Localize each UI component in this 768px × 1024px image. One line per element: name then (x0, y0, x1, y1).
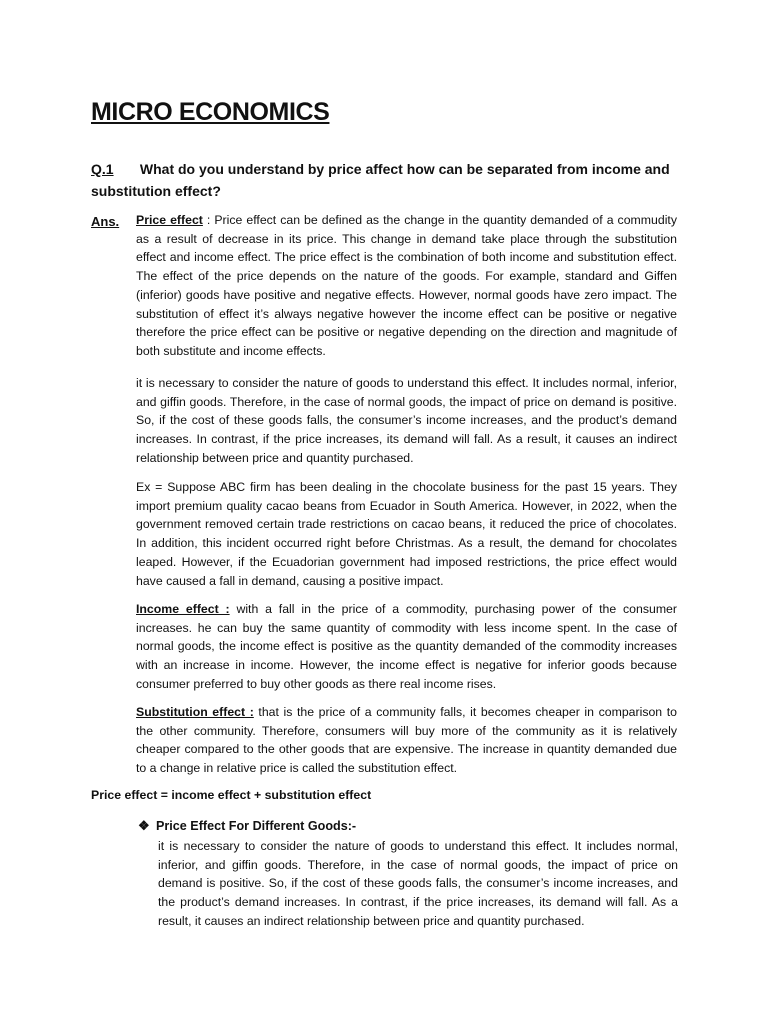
diamond-bullet-icon: ❖ (138, 818, 150, 833)
substitution-effect-paragraph (136, 703, 677, 778)
page-title: MICRO ECONOMICS (91, 98, 330, 126)
substitution-effect-heading: Substitution effect : (136, 705, 254, 719)
question-text: What do you understand by price affect how can be separated from income and substitution effect? (91, 161, 670, 199)
nature-of-goods-paragraph: it is necessary to consider the nature of goods to understand this effect. It includes normal, inferior, and giffin goods. Therefore, in the case of normal goods, the impact of price on demand is positive. So, if the cost of these goods falls, the consumer’s income increases, and the product’s demand increases. In contrast, if the price increases, its demand will fall. As a result, it causes an indirect relationship between price and quantity purchased. (136, 376, 677, 465)
substitution-effect-text: that is the price of a community falls, it becomes cheaper in comparison to the other community. Therefore, consumers will buy more of the community as it is relatively cheaper compared to the other goods that are expensive. The increase in quantity demanded due to a change in relative price is called the substitution effect. (136, 705, 677, 776)
income-effect-paragraph (136, 600, 677, 694)
price-effect-heading: Price effect (136, 213, 203, 227)
income-effect-text: with a fall in the price of a commodity, purchasing power of the consumer increases. he can buy the same quantity of commodity with less income spent. In the case of normal goods, the income effect is positive as the quantity demanded of the commodity increases with an increase in income. However, the income effect is negative for inferior goods because consumer preferred to buy other goods as there real income rises. (136, 602, 677, 691)
bullet-paragraph: it is necessary to consider the nature of goods to understand this effect. It includes normal, inferior, and giffin goods. Therefore, in the case of normal goods, the impact of price on demand is positive. So, if the cost of these goods falls, the consumer’s income increases, and the product’s demand increases. In contrast, if the price increases, its demand will fall. As a result, it causes an indirect relationship between price and quantity purchased. (158, 839, 678, 928)
question-number: Q.1 (91, 161, 114, 177)
question (91, 158, 681, 202)
example-paragraph: Ex = Suppose ABC firm has been dealing in the chocolate business for the past 15 years. They import premium quality cacao beans from Ecuador in South America. However, in 2022, when the government removed certain trade restrictions on cacao beans, it reduced the price of chocolates. In addition, this incident occurred right before Christmas. As a result, the demand for chocolates leaped. However, if the Ecuadorian government had imposed restrictions, the price effect would have caused a fall in demand, causing a positive impact. (136, 480, 677, 588)
income-effect-heading: Income effect : (136, 602, 230, 616)
bullet-heading (138, 818, 356, 834)
answer-label: Ans. (91, 214, 120, 229)
bullet-heading-text: Price Effect For Different Goods:- (156, 819, 357, 833)
price-effect-formula: Price effect = income effect + substitution effect (91, 788, 372, 802)
price-effect-text: : Price effect can be defined as the change in the quantity demanded of a commudity as a result of decrease in its price. This change in demand take place through the substitution effect and income effect. The price effect is the combination of both income and substitution effect. The effect of the price depends on the nature of the goods. For example, standard and Giffen (inferior) goods have positive and negative effects. However, normal goods have zero impact. The substitution of effect it’s always negative however the income effect can be positive or negative therefore the price effect can be positive or negative depending on the direction and magnitude of both substitute and income effects. (136, 213, 677, 358)
price-effect-paragraph (136, 211, 677, 361)
